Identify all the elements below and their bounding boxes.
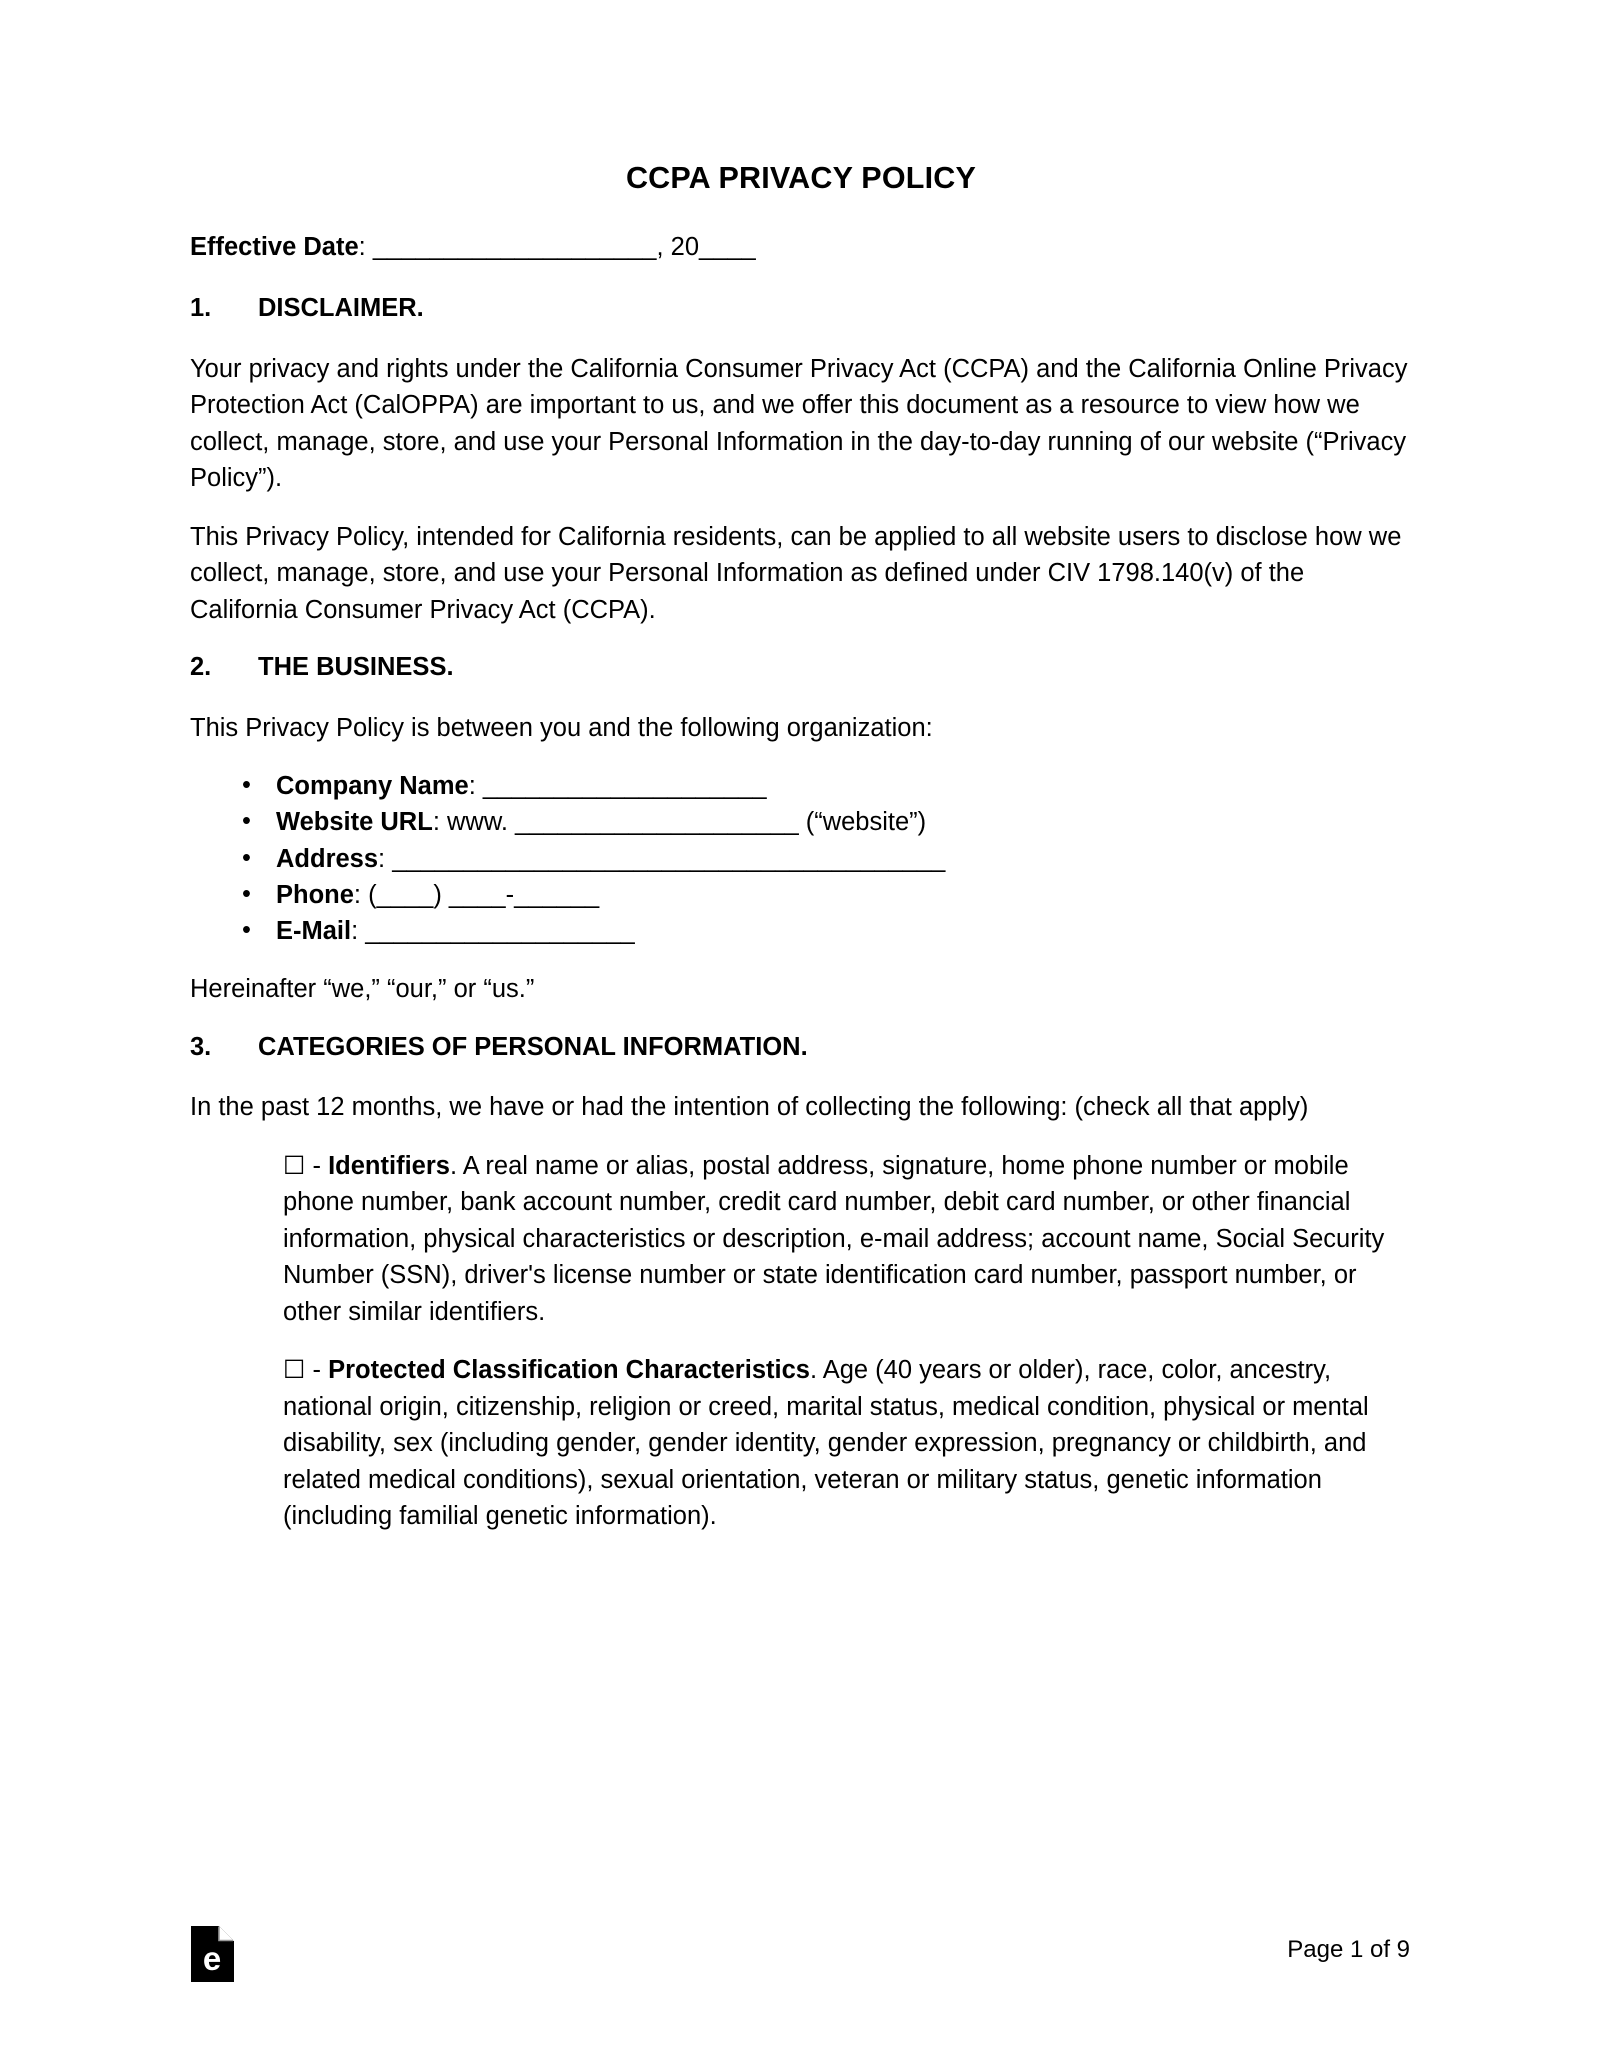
field-label-website-url: Website URL xyxy=(276,808,433,837)
list-item-address xyxy=(190,841,1412,877)
business-intro: This Privacy Policy is between you and the following organization: xyxy=(190,713,933,742)
categories-intro: In the past 12 months, we have or had the intention of collecting the following: (check all that apply) xyxy=(190,1093,1309,1122)
document-body xyxy=(190,160,1412,1556)
disclaimer-paragraph-2: This Privacy Policy, intended for California residents, can be applied to all website users to disclose how we collect, manage, store, and use your Personal Information as defined under CIV 1798.140(v) of the California Consumer Privacy Act (CCPA). xyxy=(190,522,1402,624)
section-number-2: 2. xyxy=(190,653,212,682)
checkbox-item-identifiers xyxy=(190,1148,1412,1330)
list-item-website-url xyxy=(190,804,1412,840)
field-blank-email[interactable]: ___________________ xyxy=(365,917,635,946)
section-heading-categories xyxy=(190,1030,1412,1066)
field-label-address: Address xyxy=(276,844,379,873)
svg-text:e: e xyxy=(202,1940,222,1977)
field-blank-company-name[interactable]: ____________________ xyxy=(482,772,767,801)
field-sep-website-url: : xyxy=(432,808,447,837)
section-heading-disclaimer xyxy=(190,291,1412,327)
section-period-3: . xyxy=(800,1032,808,1061)
section-title-3: CATEGORIES OF PERSONAL INFORMATION xyxy=(258,1032,801,1061)
checkbox-icon[interactable]: ☐ xyxy=(283,1150,306,1180)
eforms-document-icon xyxy=(191,1926,234,1982)
section-title-2: THE BUSINESS xyxy=(258,653,447,682)
checkbox-body-protected: . Age (40 years or older), race, color, ancestry, national origin, citizenship, religion or creed, marital status, medical condition, physical or mental disability, sex (including gender, gender identity, gender expression, pregnancy or childbirth, and related medical conditions), sexual orientation, veteran or military status, genetic information (including familial genetic information). xyxy=(283,1356,1369,1530)
field-blank-phone[interactable]: (____) ____-______ xyxy=(368,880,600,909)
checkbox-term-identifiers: Identifiers xyxy=(328,1151,450,1180)
effective-date-blank-1[interactable]: ____________________ xyxy=(372,232,657,261)
effective-date-label: Effective Date xyxy=(190,232,359,261)
field-label-phone: Phone xyxy=(276,880,354,909)
field-blank-website-url[interactable]: www. ____________________ xyxy=(446,808,799,837)
field-suffix-website-url: (“website”) xyxy=(798,808,927,837)
checkbox-dash-identifiers: - xyxy=(305,1151,329,1180)
field-sep-email: : xyxy=(351,917,366,946)
field-label-company-name: Company Name xyxy=(276,772,469,801)
field-sep-phone: : xyxy=(353,880,369,909)
checkbox-icon[interactable]: ☐ xyxy=(283,1355,306,1385)
field-blank-address[interactable]: _______________________________________ xyxy=(392,844,946,873)
effective-date-year-prefix: , 20 xyxy=(656,232,700,261)
section-number-3: 3. xyxy=(190,1032,212,1061)
checkbox-body-identifiers: . A real name or alias, postal address, signature, home phone number or mobile phone number, bank account number, credit card number, debit card number, or other financial information, physical characteristics or description, e-mail address; account name, Social Security Number (SSN), driver's license number or state identification card number, passport number, or other similar identifiers. xyxy=(283,1151,1385,1326)
checkbox-term-protected: Protected Classification Characteristics xyxy=(328,1356,810,1385)
section-title-1: DISCLAIMER xyxy=(258,294,417,323)
effective-date-blank-2[interactable]: ____ xyxy=(699,232,756,261)
field-sep-address: : xyxy=(378,844,393,873)
checkbox-item-protected-classification xyxy=(190,1352,1412,1534)
effective-date-line xyxy=(190,230,1412,266)
list-item-email xyxy=(190,913,1412,949)
effective-date-colon: : xyxy=(358,232,373,261)
business-closing: Hereinafter “we,” “our,” or “us.” xyxy=(190,975,535,1004)
checkbox-dash-protected: - xyxy=(305,1356,329,1385)
section-period-2: . xyxy=(446,653,454,682)
field-label-email: E-Mail xyxy=(276,917,352,946)
disclaimer-paragraph-1: Your privacy and rights under the California Consumer Privacy Act (CCPA) and the California Online Privacy Protection Act (CalOPPA) are important to us, and we offer this document as a resource to view how we collect, manage, store, and use your Personal Information in the day-to-day running of our website (“Privacy Policy”). xyxy=(190,354,1408,493)
section-number-1: 1. xyxy=(190,294,212,323)
list-item-company-name xyxy=(190,768,1412,804)
section-period-1: . xyxy=(416,294,424,323)
field-sep-company-name: : xyxy=(468,772,483,801)
page-title: CCPA PRIVACY POLICY xyxy=(625,161,977,195)
page-number: Page 1 of 9 xyxy=(1287,1936,1410,1963)
business-fields-list xyxy=(190,768,1412,949)
list-item-phone xyxy=(190,877,1412,913)
section-heading-business xyxy=(190,650,1412,686)
